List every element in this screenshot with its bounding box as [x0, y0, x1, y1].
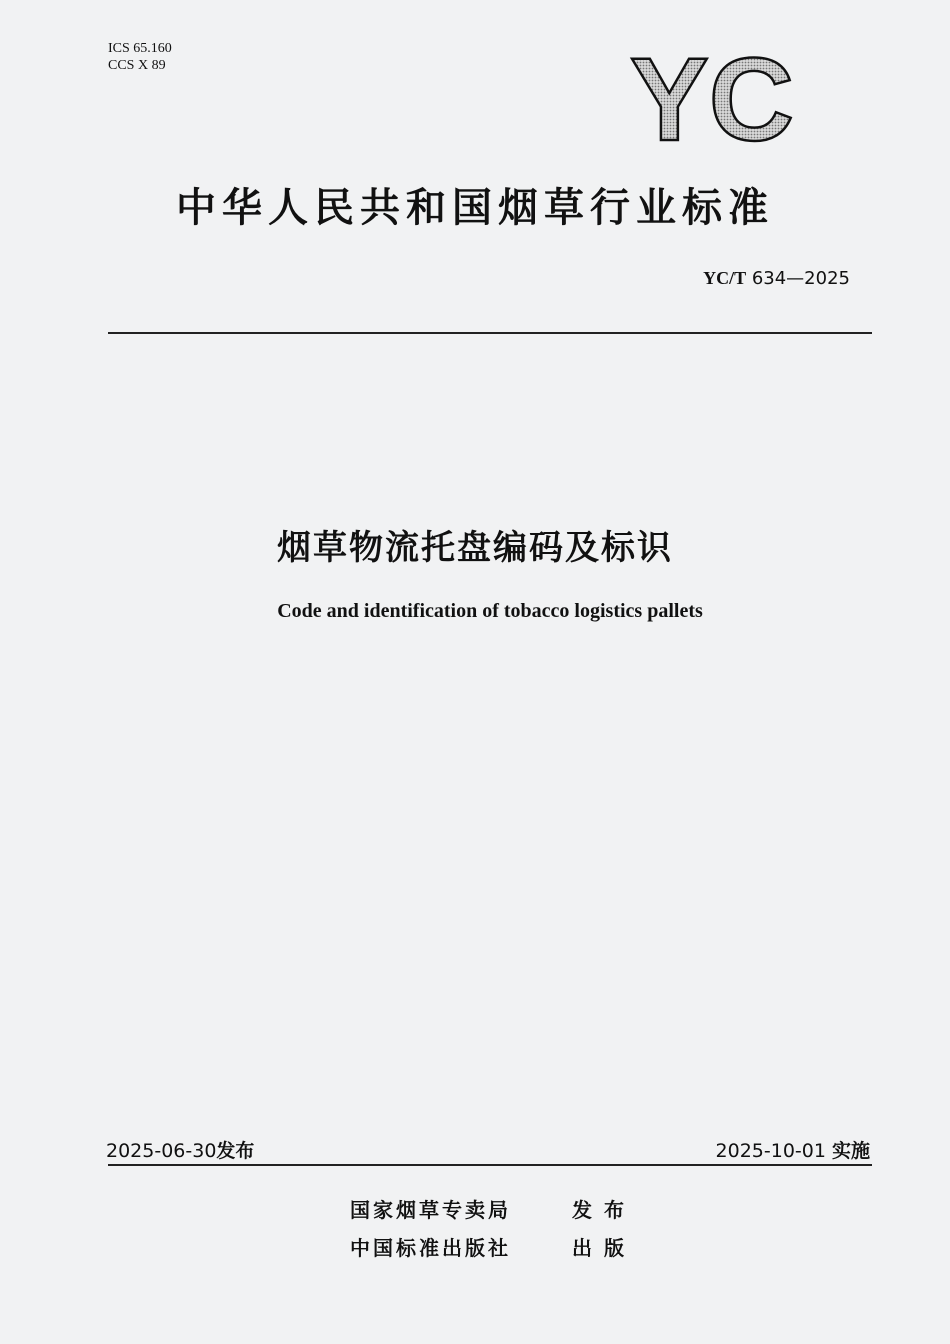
standard-code-prefix: YC/T [703, 268, 747, 288]
publish-label: 发布 [216, 1140, 255, 1162]
yc-logo [612, 40, 812, 156]
standard-code-number: 634—2025 [751, 268, 850, 289]
standard-number [703, 268, 850, 289]
bottom-divider [108, 1164, 872, 1166]
yc-logo-text: YC [630, 40, 794, 156]
ccs-code: CCS X 89 [108, 58, 166, 73]
issuer-name: 国家烟草专卖局 [350, 1198, 511, 1222]
implement-date: 2025-10-01 [715, 1140, 826, 1162]
standard-category-title: 中华人民共和国烟草行业标准 [176, 185, 774, 231]
document-title-chinese: 烟草物流托盘编码及标识 [277, 528, 673, 568]
top-divider [108, 332, 872, 334]
ics-code: ICS 65.160 [108, 41, 172, 56]
implement-label: 实施 [831, 1140, 870, 1162]
classification-codes [108, 40, 172, 74]
issuer-role: 发布 [572, 1198, 636, 1222]
publish-date-line [106, 1136, 254, 1163]
publisher-role: 出版 [572, 1236, 636, 1260]
publish-date: 2025-06-30 [106, 1140, 217, 1162]
document-title-english: Code and identification of tobacco logistics pallets [277, 600, 703, 622]
publisher-name: 中国标准出版社 [350, 1236, 511, 1260]
implement-date-line [716, 1136, 870, 1163]
